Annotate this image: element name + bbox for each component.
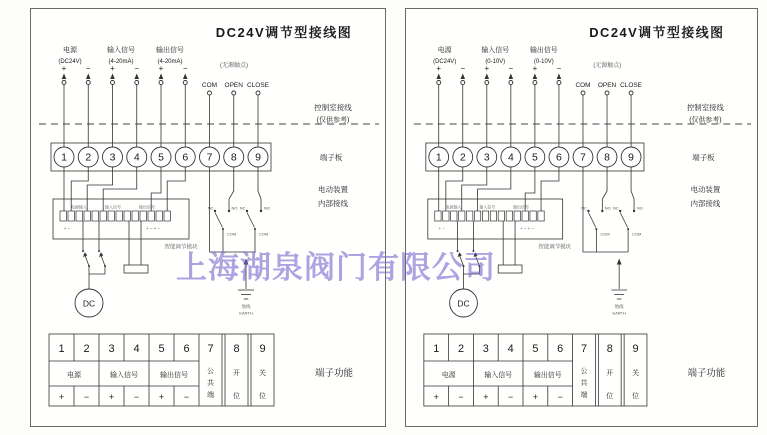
table-sign: + <box>58 392 65 402</box>
table-number: 6 <box>183 343 190 355</box>
table-col7-char: 共 <box>580 379 588 388</box>
source-labels <box>58 45 184 65</box>
module-marks-left: + − <box>438 225 445 232</box>
table-group-input: 输入信号 <box>110 372 138 379</box>
earth-ground <box>238 259 254 316</box>
terminal-number: 6 <box>556 152 562 164</box>
table-sign: − <box>183 392 190 402</box>
module-label: 智能调节模块 <box>164 244 198 251</box>
terminal-number: 6 <box>182 151 189 164</box>
input-label: 输入信号 <box>481 46 510 55</box>
table-sign: − <box>507 391 514 403</box>
polarity-sign: − <box>460 63 466 74</box>
output-label: 输出信号 <box>156 47 184 54</box>
output-label: 输出信号 <box>529 46 558 55</box>
table-number: 1 <box>433 342 440 356</box>
table-sign: − <box>133 392 140 402</box>
table-sign: + <box>532 391 539 403</box>
passive-contact-note: (无源触点) <box>220 63 248 69</box>
panel-title: DC24V调节型接线图 <box>215 25 353 40</box>
polarity-sign: + <box>436 63 442 74</box>
no-label: NO <box>231 205 238 211</box>
module-group-label: 输入信号 <box>105 204 121 210</box>
input-range: (0-10V) <box>485 58 506 66</box>
table-col9-char: 关 <box>259 370 266 377</box>
close-label: CLOSE <box>620 81 642 90</box>
side-labels <box>314 102 353 379</box>
internal-wiring-label-2: 内部接线 <box>318 199 348 208</box>
table-number: 8 <box>233 343 240 355</box>
module-marks-right: + − + − <box>519 225 535 232</box>
module-marks-right: + − + − <box>145 226 161 231</box>
polarity-sign: − <box>508 63 514 74</box>
table-col8-char: 位 <box>233 393 240 400</box>
polarity-sign: − <box>134 64 140 73</box>
source-labels <box>433 45 558 65</box>
terminal-number: 5 <box>532 152 538 164</box>
polarity-sign: − <box>85 64 91 73</box>
table-col9-char: 位 <box>259 393 266 400</box>
module-group-label: 输出信号 <box>513 204 529 210</box>
terminal-function-table <box>424 334 647 406</box>
table-sign: + <box>108 392 115 402</box>
table-sign: − <box>458 391 464 403</box>
control-module <box>53 199 198 251</box>
table-number: 5 <box>532 342 539 356</box>
table-group-output: 输出信号 <box>533 371 562 380</box>
table-number: 9 <box>632 342 639 356</box>
table-group-power: 电源 <box>441 371 456 380</box>
dc-motor-label: DC <box>82 298 96 309</box>
com-switch-label: COM <box>632 231 642 237</box>
no-label: NO <box>637 205 643 211</box>
module-group-label: 电源输入 <box>71 204 87 210</box>
table-sign: − <box>83 392 90 402</box>
table-number: 3 <box>108 343 115 355</box>
com-label: COM <box>201 82 218 89</box>
no-label: NO <box>604 205 611 211</box>
table-number: 9 <box>259 343 266 355</box>
terminal-number: 4 <box>133 151 140 164</box>
wiring-panel <box>30 8 386 427</box>
table-number: 7 <box>207 343 214 355</box>
control-module <box>428 199 572 251</box>
table-number: 7 <box>580 342 588 356</box>
polarity-sign: + <box>158 64 164 73</box>
polarity-sign: + <box>532 63 538 74</box>
terminal-number: 9 <box>255 151 261 164</box>
polarity-sign: + <box>110 64 115 73</box>
control-room-label-1: 控制室接线 <box>686 102 725 113</box>
table-group-input: 输入信号 <box>484 371 513 380</box>
terminal-number: 7 <box>580 152 586 164</box>
passive-contact-note: (无源触点) <box>593 62 622 70</box>
table-col8-char: 开 <box>233 370 240 377</box>
nc-label: NC <box>239 205 246 211</box>
table-col7-char: 公 <box>207 368 214 375</box>
terminal-number: 2 <box>85 151 92 164</box>
dc-motor-label: DC <box>457 298 470 309</box>
table-col8-char: 位 <box>606 392 614 401</box>
internal-wiring-label-1: 电动装置 <box>318 185 348 194</box>
table-number: 8 <box>606 342 613 356</box>
internal-wiring-label-2: 内部接线 <box>690 198 721 209</box>
com-switch-label: COM <box>227 231 237 237</box>
com-switch-label: COM <box>600 231 610 237</box>
control-room-label-2: (仅供参考) <box>689 116 722 125</box>
terminal-number: 4 <box>507 152 514 164</box>
wiring-panel <box>405 8 758 427</box>
table-sign: + <box>158 392 165 402</box>
polarity-sign: + <box>484 63 490 74</box>
power-label: 电源 <box>437 46 452 55</box>
table-col7-char: 端 <box>207 392 214 399</box>
terminal-board-label: 端子板 <box>692 152 715 163</box>
terminal-board <box>51 143 271 171</box>
table-number: 2 <box>457 342 465 356</box>
table-sign: − <box>557 391 563 403</box>
table-col9-char: 关 <box>632 369 640 378</box>
earth-label-en: EARTH <box>612 310 626 316</box>
nc-label: NC <box>581 205 587 211</box>
capacitor <box>124 265 148 273</box>
module-label: 智能调节模块 <box>538 244 572 251</box>
earth-label-cn: 地线 <box>241 304 251 309</box>
terminal-number: 8 <box>604 152 610 164</box>
table-col7-char: 公 <box>580 367 588 376</box>
terminal-number: 3 <box>483 152 490 164</box>
motor-circuit <box>75 221 148 317</box>
contact-wires <box>575 61 642 147</box>
table-col7-char: 共 <box>207 380 214 387</box>
polarity-sign: − <box>182 64 188 73</box>
open-label: OPEN <box>224 82 243 89</box>
input-label: 输入信号 <box>107 47 135 54</box>
earth-ground <box>611 259 627 316</box>
polarity-sign: − <box>556 63 562 74</box>
terminal-number: 1 <box>435 152 442 164</box>
table-sign: + <box>483 391 489 403</box>
nc-label: NC <box>207 205 214 211</box>
table-number: 3 <box>482 342 489 356</box>
earth-label-en: EARTH <box>239 310 253 316</box>
terminal-number: 8 <box>230 151 237 164</box>
power-label: 电源 <box>63 47 77 54</box>
signal-wires <box>62 64 188 147</box>
terminal-number: 7 <box>206 151 213 164</box>
module-group-label: 电源输入 <box>445 204 462 210</box>
signal-wires <box>436 64 561 147</box>
table-col9-char: 位 <box>632 392 640 401</box>
output-range: (0-10V) <box>533 58 554 66</box>
terminal-function-table <box>49 334 274 406</box>
table-number: 5 <box>158 343 165 355</box>
internal-wiring-label-1: 电动装置 <box>690 184 721 195</box>
terminal-function-label: 端子功能 <box>687 367 726 380</box>
table-number: 1 <box>58 343 65 355</box>
module-group-label: 输出信号 <box>139 204 155 210</box>
contact-wires <box>202 61 270 147</box>
terminal-board-label: 端子板 <box>319 153 343 162</box>
module-group-label: 输入信号 <box>479 204 496 210</box>
terminal-number: 9 <box>628 152 634 164</box>
watermark: 上海湖泉阀门有限公司 <box>176 250 496 285</box>
limit-switches <box>581 205 643 252</box>
input-range: (4-20mA) <box>108 59 134 65</box>
terminal-number: 2 <box>459 152 466 164</box>
terminal-number: 3 <box>109 151 116 164</box>
com-label: COM <box>575 81 591 90</box>
table-number: 4 <box>133 343 140 355</box>
earth-label-cn: 地线 <box>614 303 624 310</box>
terminal-function-label: 端子功能 <box>314 368 354 379</box>
table-col8-char: 开 <box>606 369 614 378</box>
control-room-label-1: 控制室接线 <box>314 103 352 112</box>
capacitor <box>498 265 522 273</box>
terminal-number: 1 <box>61 151 67 164</box>
table-number: 4 <box>507 342 514 356</box>
terminal-board <box>426 143 644 171</box>
power-range: (DC24V) <box>58 59 82 65</box>
control-room-label-2: (仅供参考) <box>316 117 350 124</box>
wiring-diagram <box>31 9 385 426</box>
output-range: (4-20mA) <box>157 59 183 65</box>
no-label: NO <box>264 205 270 211</box>
table-sign: + <box>433 391 439 403</box>
power-range: (DC24V) <box>433 58 457 66</box>
terminal-number: 5 <box>158 151 164 164</box>
motor-circuit <box>450 221 522 317</box>
table-col7-char: 端 <box>580 391 588 400</box>
table-number: 6 <box>557 342 564 356</box>
open-label: OPEN <box>597 81 617 90</box>
com-switch-label: COM <box>259 231 269 237</box>
side-labels <box>687 102 725 379</box>
nc-label: NC <box>612 205 619 211</box>
table-group-power: 电源 <box>67 372 81 379</box>
close-label: CLOSE <box>246 82 270 89</box>
module-marks-left: + − <box>63 226 71 231</box>
panel-title: DC24V调节型接线图 <box>589 24 725 41</box>
wiring-diagram <box>406 9 757 426</box>
table-group-output: 输出信号 <box>160 372 188 379</box>
polarity-sign: + <box>61 64 67 73</box>
limit-switches <box>208 206 270 253</box>
table-number: 2 <box>83 343 90 355</box>
